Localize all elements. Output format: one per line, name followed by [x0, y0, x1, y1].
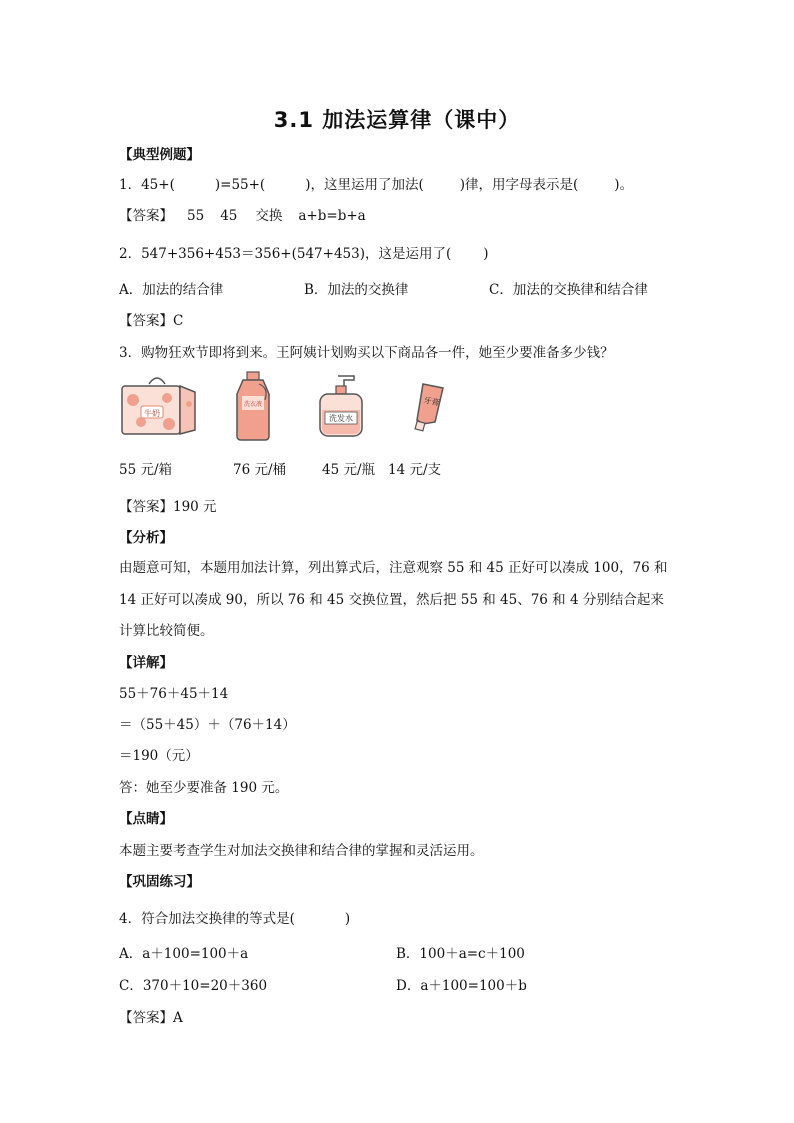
q4-option-b: B．100＋a=c＋100: [396, 946, 525, 962]
q4-text: 4．符合加法交换律的等式是(: [119, 911, 295, 927]
q1-end: )。: [614, 177, 634, 193]
q2-end: ): [483, 246, 489, 262]
q3-step-3: ＝190（元）: [119, 748, 199, 764]
shampoo-bottle-icon: [316, 374, 366, 440]
section-typical-examples: 【典型例题】: [119, 147, 200, 163]
detergent-label: 洗衣液: [243, 401, 263, 408]
shampoo-label: 洗发水: [329, 414, 353, 423]
q4-option-c: C．370＋10=20＋360: [119, 978, 268, 994]
q1-answer: [119, 206, 366, 226]
q2-option-b: B．加法的交换律: [304, 282, 409, 298]
section-practice: 【巩固练习】: [119, 874, 200, 890]
q4-option-d: D．a＋100=100＋b: [396, 978, 527, 994]
q3-detail-label: 【详解】: [119, 655, 173, 671]
q2-option-a: A．加法的结合律: [119, 282, 224, 298]
q3-analysis-label: 【分析】: [119, 530, 173, 546]
q3-point: 本题主要考查学生对加法交换律和结合律的掌握和灵活运用。: [119, 843, 484, 859]
milk-box-icon: [119, 374, 199, 440]
q3-answer: 【答案】190 元: [119, 499, 217, 515]
question-3: 3．购物狂欢节即将到来。王阿姨计划购买以下商品各一件，她至少要准备多少钱？: [119, 345, 614, 361]
q1-mid3: )律，用字母表示是(: [459, 177, 579, 193]
q2-answer: 【答案】C: [119, 313, 184, 329]
page-title: 3.1 加法运算律（课中）: [273, 108, 521, 132]
q1-answer-label: 【答案】: [119, 208, 173, 224]
toothpaste-icon: [409, 380, 449, 440]
q3-point-label: 【点睛】: [119, 811, 173, 827]
q3-step-1: 55＋76＋45＋14: [119, 686, 229, 702]
q4-end: ): [344, 911, 351, 927]
price-milk: 55 元/箱: [119, 462, 173, 478]
question-2: [119, 244, 489, 264]
q2-text: 2．547+356+453＝356+(547+453)，这是运用了(: [119, 246, 452, 262]
price-shampoo: 45 元/瓶: [322, 462, 376, 478]
q3-analysis: 由题意可知，本题用加法计算，列出算式后，注意观察 55 和 45 正好可以凑成 100，76 和 14 正好可以凑成 90，所以 76 和 45 交换位置，然后把 55 和 45、76 和 4 分别结合起来计算比较简便。: [119, 560, 668, 639]
q1-prefix: 1．45+(: [119, 177, 175, 193]
price-detergent: 76 元/桶: [233, 462, 287, 478]
q1-answer-3: 交换: [255, 208, 283, 224]
q1-answer-4: a+b=b+a: [298, 208, 366, 224]
milk-label: 牛奶: [144, 409, 160, 418]
q2-option-c: C．加法的交换律和结合律: [489, 282, 648, 298]
q1-answer-1: 55: [187, 208, 205, 224]
price-toothpaste: 14 元/支: [388, 462, 442, 478]
question-1: [119, 175, 633, 195]
q1-answer-2: 45: [220, 208, 238, 224]
question-4: [119, 909, 350, 929]
q1-mid2: )，这里运用了加法(: [305, 177, 424, 193]
q3-step-4: 答：她至少要准备 190 元。: [119, 780, 289, 796]
q3-step-2: ＝（55＋45）＋（76＋14）: [119, 717, 296, 733]
q1-mid1: )=55+(: [214, 177, 266, 193]
q4-answer: 【答案】A: [119, 1010, 183, 1026]
q4-option-a: A．a＋100=100＋a: [119, 946, 249, 962]
detergent-bottle-icon: [233, 370, 273, 442]
toothpaste-label: 牙膏: [422, 395, 441, 408]
